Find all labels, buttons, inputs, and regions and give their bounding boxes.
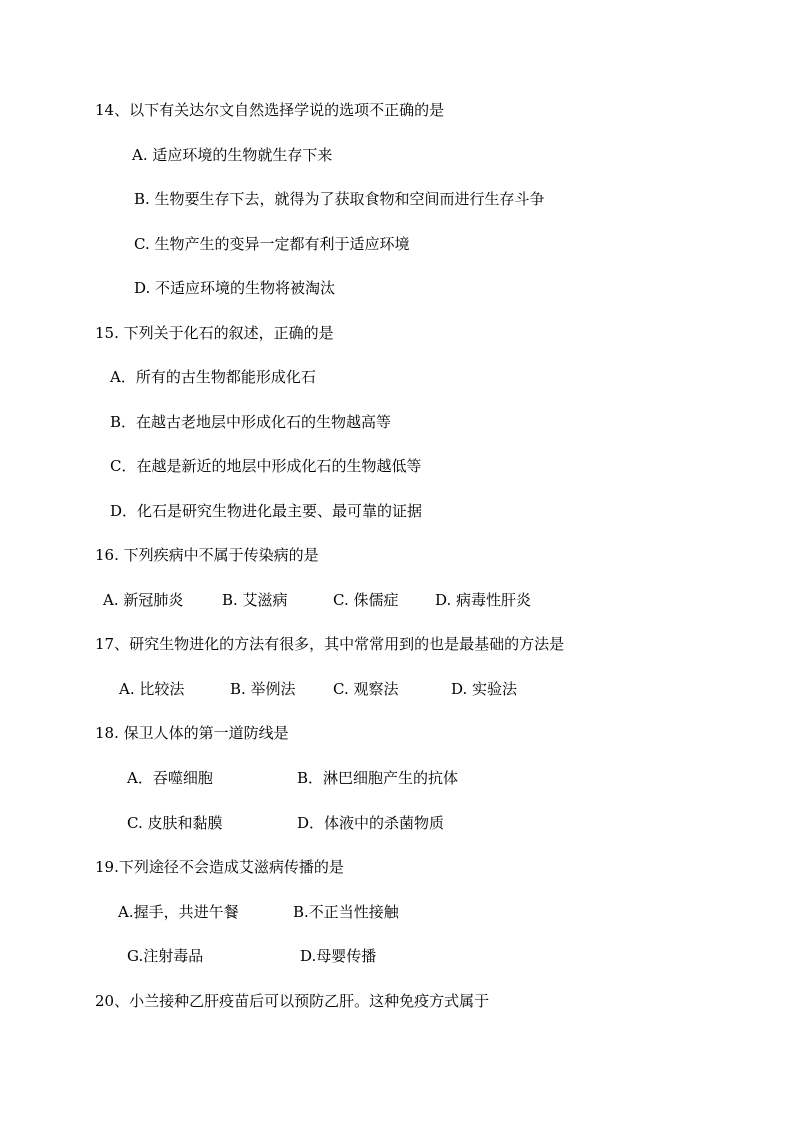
question-18-option-c: C. 皮肤和黏膜 [127, 814, 223, 832]
question-17-option-d: D. 实验法 [451, 680, 518, 698]
question-14-stem: 14、以下有关达尔文自然选择学说的选项不正确的是 [95, 101, 445, 119]
question-19-option-a: A.握手，共进午餐 [118, 903, 239, 921]
question-15-stem: 15. 下列关于化石的叙述，正确的是 [95, 324, 334, 342]
question-19-options-row2 [0, 946, 794, 966]
question-16-option-c: C. 侏儒症 [333, 591, 399, 609]
question-14-option-d: D. 不适应环境的生物将被淘汰 [134, 279, 336, 297]
question-18-option-a: A．吞噬细胞 [127, 769, 213, 787]
question-18-option-d: D．体液中的杀菌物质 [297, 814, 445, 832]
question-20-stem: 20、小兰接种乙肝疫苗后可以预防乙肝。这种免疫方式属于 [95, 992, 490, 1010]
question-15-option-d: D．化石是研究生物进化最主要、最可靠的证据 [110, 502, 423, 520]
question-14-option-a: A. 适应环境的生物就生存下来 [132, 146, 333, 164]
question-17-options [0, 679, 794, 699]
question-14-option-b: B. 生物要生存下去，就得为了获取食物和空间而进行生存斗争 [134, 190, 545, 208]
question-17-option-a: A. 比较法 [119, 680, 185, 698]
question-19-option-b: B.不正当性接触 [293, 903, 399, 921]
question-16-stem: 16. 下列疾病中不属于传染病的是 [95, 546, 319, 564]
question-18-options-row1 [0, 768, 794, 788]
question-16-option-b: B. 艾滋病 [222, 591, 288, 609]
question-16-option-d: D. 病毒性肝炎 [435, 591, 532, 609]
question-19-options-row1 [0, 902, 794, 922]
question-15-option-b: B．在越古老地层中形成化石的生物越高等 [110, 413, 392, 431]
question-19-option-c: G.注射毒品 [127, 947, 204, 965]
question-19-option-d: D.母婴传播 [300, 947, 377, 965]
question-15-option-c: C．在越是新近的地层中形成化石的生物越低等 [110, 457, 422, 475]
question-16-option-a: A. 新冠肺炎 [103, 591, 184, 609]
question-17-option-c: C. 观察法 [333, 680, 399, 698]
question-18-options-row2 [0, 813, 794, 833]
question-18-option-b: B．淋巴细胞产生的抗体 [297, 769, 459, 787]
question-15-option-a: A．所有的古生物都能形成化石 [110, 368, 316, 386]
question-14-option-c: C. 生物产生的变异一定都有利于适应环境 [134, 235, 410, 253]
question-16-options [0, 590, 794, 610]
question-19-stem: 19.下列途径不会造成艾滋病传播的是 [95, 858, 344, 876]
question-18-stem: 18. 保卫人体的第一道防线是 [95, 724, 289, 742]
question-17-option-b: B. 举例法 [230, 680, 296, 698]
question-17-stem: 17、研究生物进化的方法有很多，其中常常用到的也是最基础的方法是 [95, 635, 565, 653]
